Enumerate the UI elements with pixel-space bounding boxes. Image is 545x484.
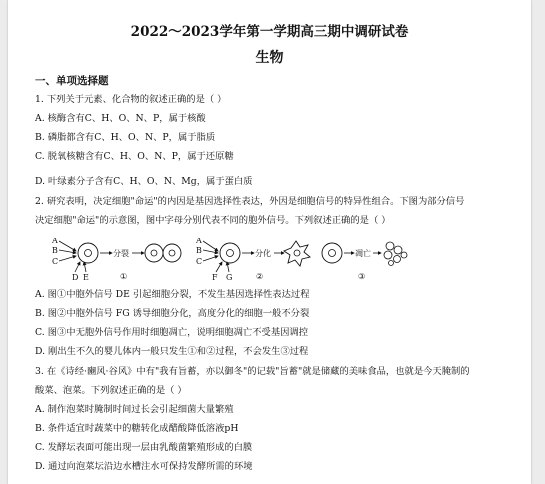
q2-option-c: C. 图③中无胞外信号作用时细胞凋亡，说明细胞凋亡不受基因调控 xyxy=(35,327,309,338)
signal-arrow xyxy=(227,262,229,272)
q2-stem-line2: 决定细胞"命运"的示意图，图中字母分别代表不同的胞外信号。下列叙述正确的是（ ） xyxy=(35,215,391,226)
signal-arrow xyxy=(59,250,76,253)
panel2-result-label: 分化 xyxy=(255,249,271,258)
apoptotic-body xyxy=(394,256,401,263)
q2-stem-line1: 2. 研究表明，决定细胞"命运"的内因是基因选择性表达，外因是细胞信号的特异性组合。下图为部分信号 xyxy=(35,196,465,207)
signal-arrow xyxy=(216,262,222,272)
signal-f-label: F xyxy=(212,273,218,282)
cell-nucleus xyxy=(294,250,300,256)
section-heading: 一、单项选择题 xyxy=(35,75,109,87)
apoptotic-body xyxy=(394,246,402,254)
q2-option-b: B. 图②中胞外信号 FG 诱导细胞分化，高度分化的细胞一般不分裂 xyxy=(35,308,310,319)
q3-option-b: B. 条件适宜时蔬菜中的糖转化成醋酸降低溶液pH xyxy=(35,423,239,434)
panel1-number: ① xyxy=(120,272,128,281)
panel3-result-label: 凋亡 xyxy=(355,249,371,258)
signal-arrow xyxy=(203,250,218,253)
panel2-number: ② xyxy=(256,272,264,281)
cell-nucleus xyxy=(329,250,336,257)
signal-arrow xyxy=(59,256,76,261)
q3-stem-line2: 酸菜、泡菜。下列叙述正确的是（ ） xyxy=(35,385,187,396)
signal-a-label: A xyxy=(52,238,58,245)
apoptotic-bodies xyxy=(384,242,407,266)
cell-nucleus xyxy=(151,250,157,256)
q1-stem: 1. 下列关于元素、化合物的叙述正确的是（ ） xyxy=(35,94,227,105)
signal-e-label: E xyxy=(83,273,89,282)
signal-g-label: G xyxy=(226,273,233,282)
signal-c-label: C xyxy=(52,257,59,266)
signal-arrow xyxy=(203,256,218,261)
cell-fate-diagram xyxy=(50,238,430,283)
signal-d-label: D xyxy=(72,273,79,282)
signal-c-label: C xyxy=(196,257,203,266)
apoptotic-body xyxy=(401,252,407,258)
panel-3 xyxy=(322,242,407,281)
signal-b-label: B xyxy=(52,246,58,255)
signal-b-label: B xyxy=(196,246,202,255)
cell-body xyxy=(220,243,240,263)
apoptotic-body xyxy=(386,242,394,250)
q3-option-a: A. 制作泡菜时腌制时间过长会引起细菌大量繁殖 xyxy=(35,404,234,415)
panel3-number: ③ xyxy=(358,272,366,281)
daughter-cell xyxy=(163,244,181,262)
cell-nucleus xyxy=(169,250,175,256)
differentiated-cell xyxy=(284,241,310,266)
signal-arrow xyxy=(75,262,80,272)
exam-subject: 生物 xyxy=(255,50,284,66)
q2-option-d: D. 刚出生不久的婴儿体内一般只发生①和②过程，不会发生③过程 xyxy=(35,346,309,357)
cell-body xyxy=(78,243,98,263)
q3-option-d: D. 通过向泡菜坛沿边水槽注水可保持发酵所需的环境 xyxy=(35,461,253,472)
exam-page xyxy=(8,0,531,484)
exam-title: 2022～2023学年第一学期高三期中调研试卷 xyxy=(130,24,409,40)
signal-arrow xyxy=(203,241,218,251)
daughter-cell xyxy=(145,244,163,262)
cell-body xyxy=(322,243,342,263)
q3-option-c: C. 发酵坛表面可能出现一层由乳酸菌繁殖形成的白膜 xyxy=(35,442,253,453)
panel1-result-label: 分裂 xyxy=(113,249,129,258)
q3-stem-line1: 3. 在《诗经·豳风·谷风》中有"我有旨蓄，亦以御冬"的记载"旨蓄"就是储藏的美味食品，也就是今天腌制的 xyxy=(35,366,470,377)
apoptotic-body xyxy=(389,261,394,266)
signal-arrow xyxy=(84,262,86,272)
panel-2 xyxy=(195,238,310,282)
panel-1 xyxy=(51,238,181,282)
q1-option-b: B. 磷脂都含有C、H、O、N、P，属于脂质 xyxy=(35,132,216,143)
apoptotic-body xyxy=(384,251,392,259)
q1-option-a: A. 核酶含有C、H、O、N、P，属于核酸 xyxy=(35,113,206,124)
signal-arrow xyxy=(59,241,76,251)
q1-option-c: C. 脱氧核糖含有C、H、O、N、P，属于还原糖 xyxy=(35,151,234,162)
signal-a-label: A xyxy=(196,238,202,245)
cell-nucleus xyxy=(85,250,92,257)
q1-option-d: D. 叶绿素分子含有C、H、O、N、Mg，属于蛋白质 xyxy=(35,176,253,187)
cell-nucleus xyxy=(227,250,234,257)
q2-option-a: A. 图①中胞外信号 DE 引起细胞分裂，不发生基因选择性表达过程 xyxy=(35,289,310,300)
